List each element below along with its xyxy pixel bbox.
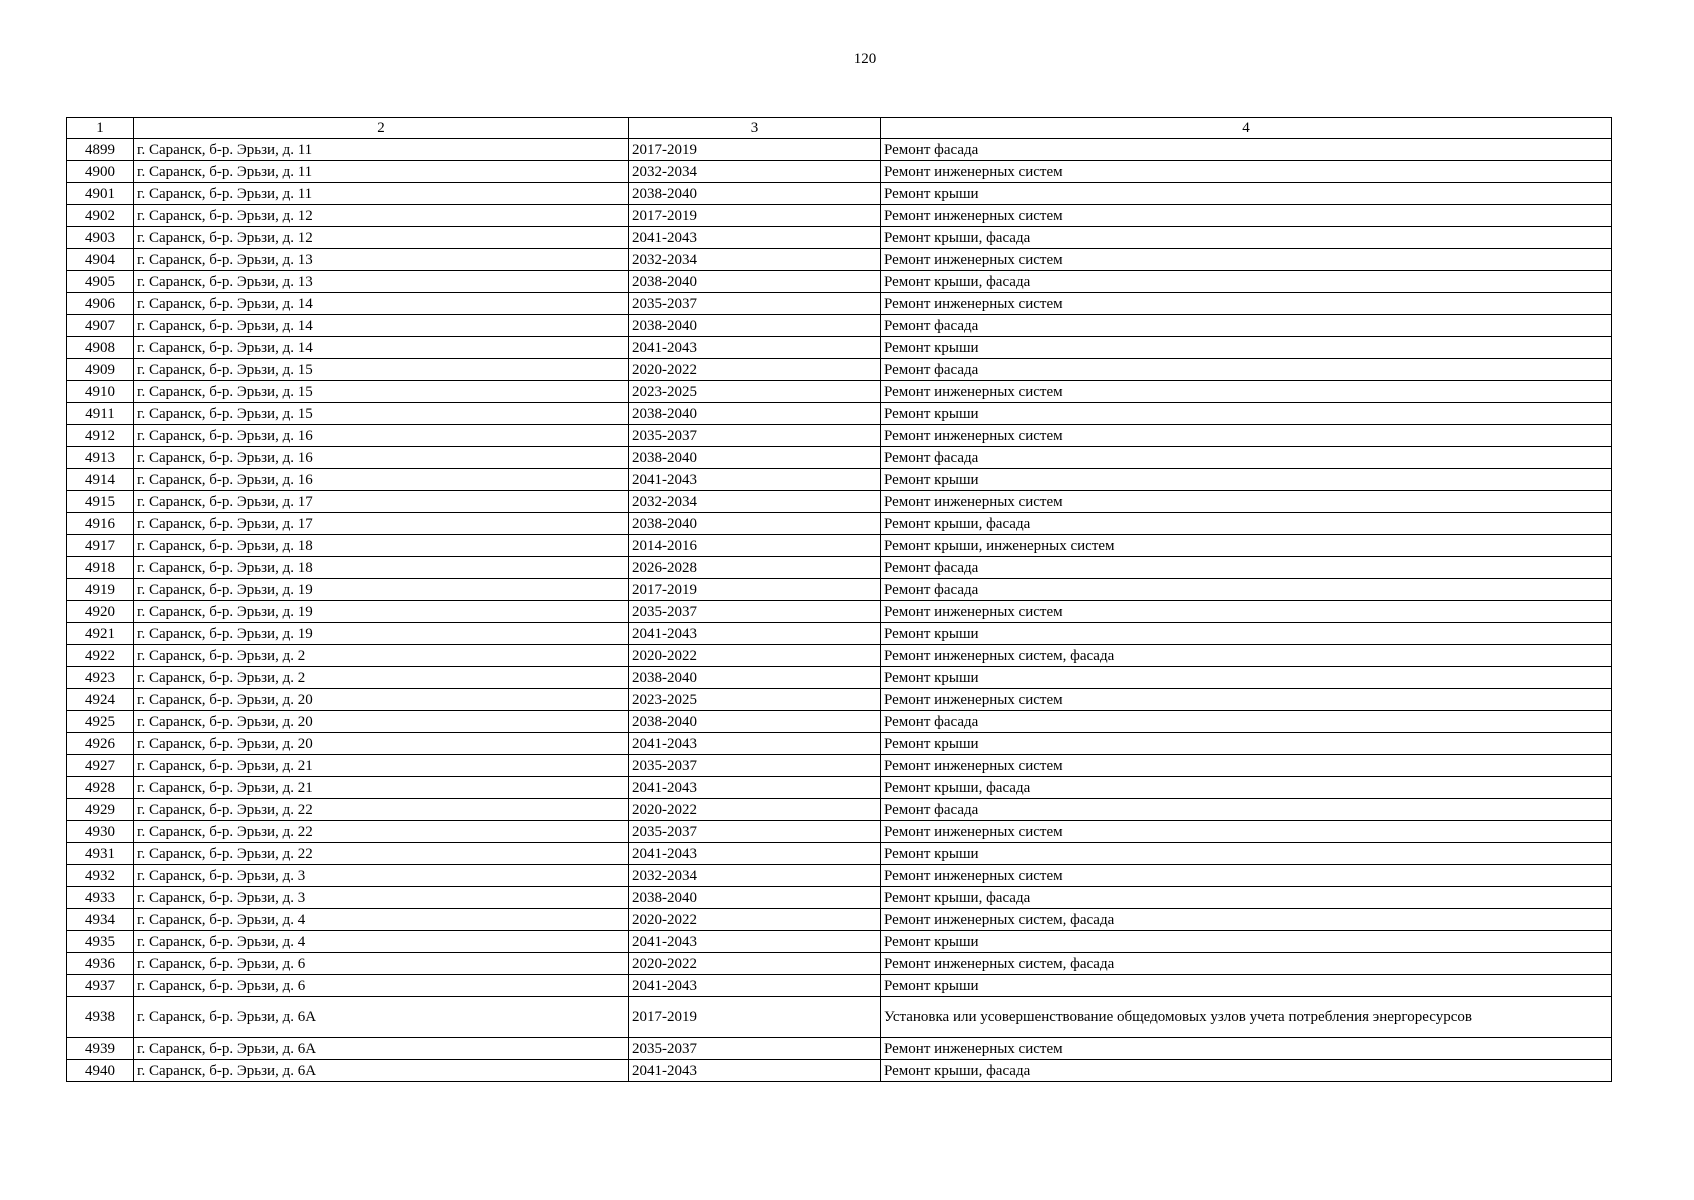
work-type-cell: Ремонт инженерных систем, фасада: [881, 953, 1612, 975]
work-type-cell: Ремонт инженерных систем: [881, 1038, 1612, 1060]
address-cell: г. Саранск, б-р. Эрьзи, д. 21: [134, 755, 629, 777]
period-cell: 2014-2016: [629, 535, 881, 557]
work-type-cell: Ремонт крыши, фасада: [881, 513, 1612, 535]
work-type-cell: Ремонт фасада: [881, 557, 1612, 579]
period-cell: 2038-2040: [629, 667, 881, 689]
work-type-cell: Ремонт крыши, фасада: [881, 1060, 1612, 1082]
address-cell: г. Саранск, б-р. Эрьзи, д. 18: [134, 535, 629, 557]
row-number-cell: 4907: [67, 315, 134, 337]
table-row: [67, 315, 1612, 337]
table-row: [67, 535, 1612, 557]
period-cell: 2038-2040: [629, 887, 881, 909]
row-number-cell: 4927: [67, 755, 134, 777]
table-row: [67, 733, 1612, 755]
table-row: [67, 513, 1612, 535]
address-cell: г. Саранск, б-р. Эрьзи, д. 20: [134, 711, 629, 733]
period-cell: 2035-2037: [629, 1038, 881, 1060]
period-cell: 2035-2037: [629, 601, 881, 623]
row-number-cell: 4930: [67, 821, 134, 843]
row-number-cell: 4904: [67, 249, 134, 271]
row-number-cell: 4940: [67, 1060, 134, 1082]
address-cell: г. Саранск, б-р. Эрьзи, д. 12: [134, 205, 629, 227]
period-cell: 2038-2040: [629, 447, 881, 469]
address-cell: г. Саранск, б-р. Эрьзи, д. 4: [134, 909, 629, 931]
period-cell: 2017-2019: [629, 579, 881, 601]
table-row: [67, 909, 1612, 931]
table-row: [67, 601, 1612, 623]
work-type-cell: Ремонт крыши: [881, 843, 1612, 865]
period-cell: 2032-2034: [629, 865, 881, 887]
table-row: [67, 271, 1612, 293]
period-cell: 2017-2019: [629, 139, 881, 161]
work-type-cell: Ремонт инженерных систем: [881, 865, 1612, 887]
period-cell: 2041-2043: [629, 733, 881, 755]
table-row: [67, 579, 1612, 601]
period-cell: 2038-2040: [629, 711, 881, 733]
row-number-cell: 4936: [67, 953, 134, 975]
address-cell: г. Саранск, б-р. Эрьзи, д. 21: [134, 777, 629, 799]
address-cell: г. Саранск, б-р. Эрьзи, д. 18: [134, 557, 629, 579]
address-cell: г. Саранск, б-р. Эрьзи, д. 22: [134, 843, 629, 865]
period-cell: 2020-2022: [629, 953, 881, 975]
period-cell: 2032-2034: [629, 161, 881, 183]
row-number-cell: 4931: [67, 843, 134, 865]
column-header-3: 3: [629, 118, 881, 139]
period-cell: 2017-2019: [629, 205, 881, 227]
work-type-cell: Ремонт крыши, инженерных систем: [881, 535, 1612, 557]
period-cell: 2020-2022: [629, 645, 881, 667]
row-number-cell: 4925: [67, 711, 134, 733]
address-cell: г. Саранск, б-р. Эрьзи, д. 11: [134, 139, 629, 161]
table-row: [67, 205, 1612, 227]
table-row: [67, 183, 1612, 205]
period-cell: 2026-2028: [629, 557, 881, 579]
header-row: [67, 118, 1612, 139]
period-cell: 2032-2034: [629, 491, 881, 513]
address-cell: г. Саранск, б-р. Эрьзи, д. 19: [134, 623, 629, 645]
address-cell: г. Саранск, б-р. Эрьзи, д. 14: [134, 337, 629, 359]
table-row: [67, 491, 1612, 513]
table-row: [67, 161, 1612, 183]
work-type-cell: Ремонт крыши: [881, 403, 1612, 425]
period-cell: 2041-2043: [629, 931, 881, 953]
address-cell: г. Саранск, б-р. Эрьзи, д. 13: [134, 249, 629, 271]
work-type-cell: Ремонт фасада: [881, 711, 1612, 733]
period-cell: 2032-2034: [629, 249, 881, 271]
work-type-cell: Ремонт крыши: [881, 469, 1612, 491]
table-row: [67, 469, 1612, 491]
table-row: [67, 799, 1612, 821]
row-number-cell: 4923: [67, 667, 134, 689]
table-row: [67, 887, 1612, 909]
table-row: [67, 139, 1612, 161]
table-row: [67, 623, 1612, 645]
work-type-cell: Ремонт инженерных систем: [881, 161, 1612, 183]
address-cell: г. Саранск, б-р. Эрьзи, д. 19: [134, 579, 629, 601]
table-row: [67, 821, 1612, 843]
table-row: [67, 293, 1612, 315]
work-type-cell: Ремонт крыши, фасада: [881, 887, 1612, 909]
period-cell: 2020-2022: [629, 799, 881, 821]
row-number-cell: 4933: [67, 887, 134, 909]
table-row: [67, 557, 1612, 579]
page-number: 120: [853, 51, 877, 67]
period-cell: 2017-2019: [629, 997, 881, 1038]
row-number-cell: 4938: [67, 997, 134, 1038]
row-number-cell: 4914: [67, 469, 134, 491]
work-type-cell: Ремонт крыши: [881, 931, 1612, 953]
work-type-cell: Ремонт инженерных систем, фасада: [881, 645, 1612, 667]
row-number-cell: 4934: [67, 909, 134, 931]
address-cell: г. Саранск, б-р. Эрьзи, д. 20: [134, 689, 629, 711]
period-cell: 2041-2043: [629, 623, 881, 645]
work-type-cell: Ремонт инженерных систем: [881, 601, 1612, 623]
period-cell: 2035-2037: [629, 293, 881, 315]
address-cell: г. Саранск, б-р. Эрьзи, д. 16: [134, 447, 629, 469]
work-type-cell: Ремонт инженерных систем: [881, 425, 1612, 447]
period-cell: 2020-2022: [629, 909, 881, 931]
row-number-cell: 4939: [67, 1038, 134, 1060]
row-number-cell: 4909: [67, 359, 134, 381]
work-type-cell: Ремонт инженерных систем: [881, 205, 1612, 227]
table-body: [67, 139, 1612, 1082]
work-type-cell: Установка или усовершенствование общедомовых узлов учета потребления энергоресурсов: [881, 997, 1612, 1038]
period-cell: 2035-2037: [629, 821, 881, 843]
row-number-cell: 4900: [67, 161, 134, 183]
row-number-cell: 4924: [67, 689, 134, 711]
address-cell: г. Саранск, б-р. Эрьзи, д. 2: [134, 645, 629, 667]
table-row: [67, 843, 1612, 865]
period-cell: 2035-2037: [629, 425, 881, 447]
work-type-cell: Ремонт крыши: [881, 623, 1612, 645]
work-type-cell: Ремонт инженерных систем: [881, 491, 1612, 513]
address-cell: г. Саранск, б-р. Эрьзи, д. 14: [134, 293, 629, 315]
work-type-cell: Ремонт фасада: [881, 139, 1612, 161]
period-cell: 2038-2040: [629, 513, 881, 535]
row-number-cell: 4918: [67, 557, 134, 579]
period-cell: 2041-2043: [629, 1060, 881, 1082]
column-header-1: 1: [67, 118, 134, 139]
row-number-cell: 4906: [67, 293, 134, 315]
address-cell: г. Саранск, б-р. Эрьзи, д. 20: [134, 733, 629, 755]
work-type-cell: Ремонт крыши, фасада: [881, 271, 1612, 293]
period-cell: 2041-2043: [629, 975, 881, 997]
row-number-cell: 4912: [67, 425, 134, 447]
table-row: [67, 337, 1612, 359]
period-cell: 2038-2040: [629, 183, 881, 205]
address-cell: г. Саранск, б-р. Эрьзи, д. 17: [134, 491, 629, 513]
period-cell: 2041-2043: [629, 777, 881, 799]
row-number-cell: 4929: [67, 799, 134, 821]
row-number-cell: 4919: [67, 579, 134, 601]
address-cell: г. Саранск, б-р. Эрьзи, д. 19: [134, 601, 629, 623]
work-type-cell: Ремонт крыши: [881, 975, 1612, 997]
work-type-cell: Ремонт крыши: [881, 183, 1612, 205]
period-cell: 2041-2043: [629, 227, 881, 249]
work-type-cell: Ремонт фасада: [881, 359, 1612, 381]
work-type-cell: Ремонт инженерных систем: [881, 755, 1612, 777]
table-row: [67, 359, 1612, 381]
address-cell: г. Саранск, б-р. Эрьзи, д. 16: [134, 469, 629, 491]
column-header-4: 4: [881, 118, 1612, 139]
row-number-cell: 4922: [67, 645, 134, 667]
work-type-cell: Ремонт инженерных систем: [881, 249, 1612, 271]
row-number-cell: 4935: [67, 931, 134, 953]
address-cell: г. Саранск, б-р. Эрьзи, д. 15: [134, 381, 629, 403]
table-row: [67, 931, 1612, 953]
table-row: [67, 667, 1612, 689]
table-row: [67, 975, 1612, 997]
address-cell: г. Саранск, б-р. Эрьзи, д. 3: [134, 865, 629, 887]
row-number-cell: 4921: [67, 623, 134, 645]
row-number-cell: 4920: [67, 601, 134, 623]
period-cell: 2038-2040: [629, 271, 881, 293]
address-cell: г. Саранск, б-р. Эрьзи, д. 17: [134, 513, 629, 535]
table-row: [67, 1038, 1612, 1060]
table-row: [67, 645, 1612, 667]
row-number-cell: 4905: [67, 271, 134, 293]
table-row: [67, 425, 1612, 447]
work-type-cell: Ремонт фасада: [881, 315, 1612, 337]
row-number-cell: 4908: [67, 337, 134, 359]
table-row: [67, 711, 1612, 733]
address-cell: г. Саранск, б-р. Эрьзи, д. 12: [134, 227, 629, 249]
period-cell: 2023-2025: [629, 381, 881, 403]
table-row: [67, 249, 1612, 271]
row-number-cell: 4902: [67, 205, 134, 227]
address-cell: г. Саранск, б-р. Эрьзи, д. 4: [134, 931, 629, 953]
table-row: [67, 997, 1612, 1038]
address-cell: г. Саранск, б-р. Эрьзи, д. 15: [134, 359, 629, 381]
work-type-cell: Ремонт инженерных систем: [881, 689, 1612, 711]
address-cell: г. Саранск, б-р. Эрьзи, д. 22: [134, 821, 629, 843]
address-cell: г. Саранск, б-р. Эрьзи, д. 6: [134, 953, 629, 975]
period-cell: 2035-2037: [629, 755, 881, 777]
row-number-cell: 4928: [67, 777, 134, 799]
row-number-cell: 4916: [67, 513, 134, 535]
address-cell: г. Саранск, б-р. Эрьзи, д. 11: [134, 161, 629, 183]
table-row: [67, 227, 1612, 249]
row-number-cell: 4910: [67, 381, 134, 403]
row-number-cell: 4911: [67, 403, 134, 425]
period-cell: 2038-2040: [629, 403, 881, 425]
work-type-cell: Ремонт крыши: [881, 667, 1612, 689]
work-type-cell: Ремонт крыши, фасада: [881, 777, 1612, 799]
table-row: [67, 865, 1612, 887]
address-cell: г. Саранск, б-р. Эрьзи, д. 15: [134, 403, 629, 425]
row-number-cell: 4901: [67, 183, 134, 205]
address-cell: г. Саранск, б-р. Эрьзи, д. 6: [134, 975, 629, 997]
work-type-cell: Ремонт фасада: [881, 447, 1612, 469]
row-number-cell: 4932: [67, 865, 134, 887]
table-row: [67, 755, 1612, 777]
row-number-cell: 4915: [67, 491, 134, 513]
repair-schedule-table: [66, 117, 1612, 1082]
work-type-cell: Ремонт инженерных систем: [881, 293, 1612, 315]
period-cell: 2023-2025: [629, 689, 881, 711]
period-cell: 2020-2022: [629, 359, 881, 381]
address-cell: г. Саранск, б-р. Эрьзи, д. 14: [134, 315, 629, 337]
row-number-cell: 4913: [67, 447, 134, 469]
work-type-cell: Ремонт инженерных систем: [881, 381, 1612, 403]
row-number-cell: 4917: [67, 535, 134, 557]
address-cell: г. Саранск, б-р. Эрьзи, д. 11: [134, 183, 629, 205]
work-type-cell: Ремонт крыши: [881, 733, 1612, 755]
table-row: [67, 447, 1612, 469]
address-cell: г. Саранск, б-р. Эрьзи, д. 13: [134, 271, 629, 293]
row-number-cell: 4899: [67, 139, 134, 161]
work-type-cell: Ремонт инженерных систем, фасада: [881, 909, 1612, 931]
address-cell: г. Саранск, б-р. Эрьзи, д. 6А: [134, 1060, 629, 1082]
work-type-cell: Ремонт фасада: [881, 799, 1612, 821]
work-type-cell: Ремонт инженерных систем: [881, 821, 1612, 843]
table-row: [67, 777, 1612, 799]
row-number-cell: 4926: [67, 733, 134, 755]
period-cell: 2041-2043: [629, 337, 881, 359]
table-row: [67, 953, 1612, 975]
column-header-2: 2: [134, 118, 629, 139]
address-cell: г. Саранск, б-р. Эрьзи, д. 6А: [134, 1038, 629, 1060]
address-cell: г. Саранск, б-р. Эрьзи, д. 2: [134, 667, 629, 689]
work-type-cell: Ремонт фасада: [881, 579, 1612, 601]
work-type-cell: Ремонт крыши: [881, 337, 1612, 359]
table-row: [67, 1060, 1612, 1082]
table-row: [67, 689, 1612, 711]
address-cell: г. Саранск, б-р. Эрьзи, д. 3: [134, 887, 629, 909]
period-cell: 2041-2043: [629, 469, 881, 491]
table-row: [67, 403, 1612, 425]
row-number-cell: 4903: [67, 227, 134, 249]
address-cell: г. Саранск, б-р. Эрьзи, д. 22: [134, 799, 629, 821]
address-cell: г. Саранск, б-р. Эрьзи, д. 6А: [134, 997, 629, 1038]
period-cell: 2041-2043: [629, 843, 881, 865]
table-row: [67, 381, 1612, 403]
period-cell: 2038-2040: [629, 315, 881, 337]
row-number-cell: 4937: [67, 975, 134, 997]
address-cell: г. Саранск, б-р. Эрьзи, д. 16: [134, 425, 629, 447]
work-type-cell: Ремонт крыши, фасада: [881, 227, 1612, 249]
